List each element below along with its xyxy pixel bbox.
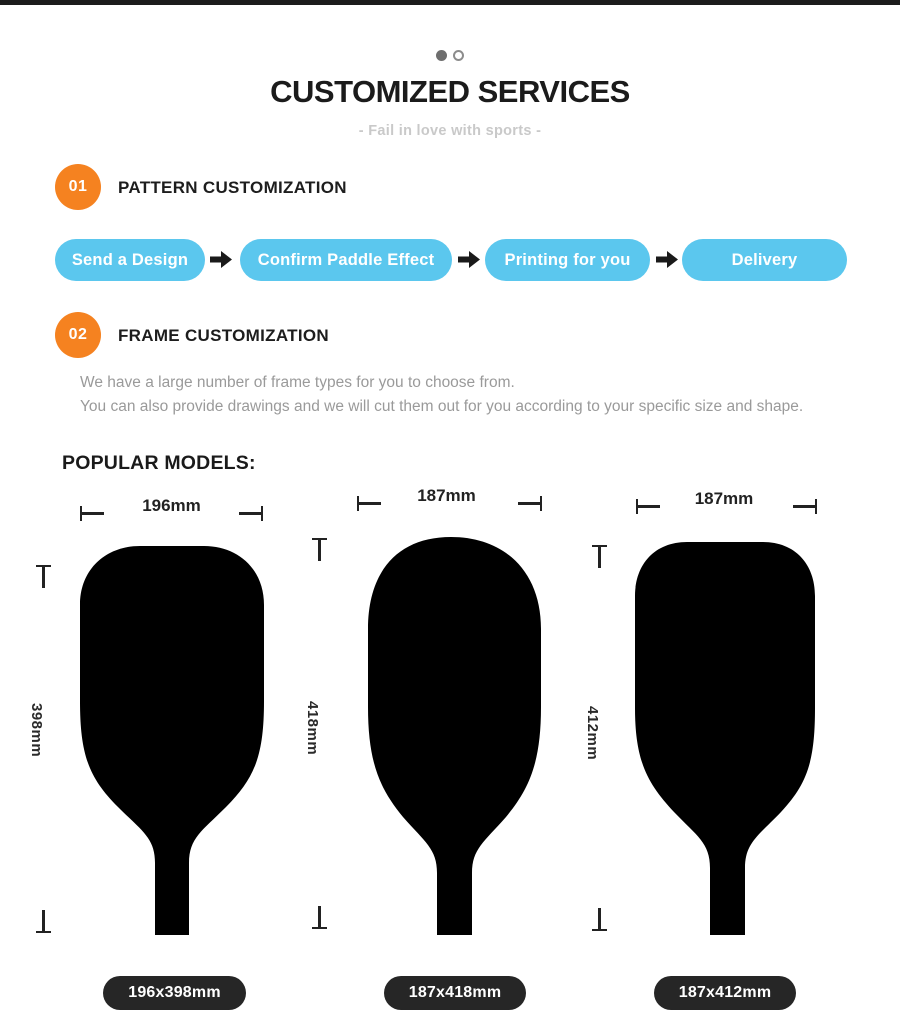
carousel-dot-inactive[interactable] [453,50,464,61]
dimension-tick-top-icon [36,565,51,588]
model-size-badge: 196x398mm [103,976,246,1010]
dimension-tick-right-icon [518,496,542,511]
step-pill-confirm-paddle-effect: Confirm Paddle Effect [240,239,452,281]
top-divider-bar [0,0,900,5]
model-size-badge: 187x412mm [654,976,796,1010]
dimension-tick-left-icon [636,499,660,514]
model-187x418 [300,486,580,1020]
page-subtitle: - Fail in love with sports - [358,123,542,139]
dimension-tick-bottom-icon [312,906,327,929]
section-number-badge-01: 01 [55,164,101,210]
model-187x412 [578,490,858,1020]
dimension-tick-top-icon [592,545,607,568]
section-number-badge-02: 02 [55,312,101,358]
section-title-frame-customization: FRAME CUSTOMIZATION [118,326,329,345]
model-width-label: 187mm [417,486,476,505]
step-pill-delivery: Delivery [682,239,847,281]
paddle-silhouette-187x412 [635,540,815,935]
step-pill-printing-for-you: Printing for you [485,239,650,281]
model-height-label: 412mm [584,705,601,761]
carousel-dot-active[interactable] [436,50,447,61]
dimension-tick-left-icon [357,496,381,511]
dimension-tick-left-icon [80,506,104,521]
arrow-right-icon [656,251,678,268]
step-pill-send-a-design: Send a Design [55,239,205,281]
pattern-steps-flow [0,238,900,281]
dimension-tick-top-icon [312,538,327,561]
model-width-label: 187mm [694,489,754,508]
model-196x398 [20,490,300,1020]
model-size-badge: 187x418mm [384,976,526,1010]
dimension-tick-bottom-icon [36,910,51,933]
popular-models-heading: POPULAR MODELS: [62,452,256,474]
arrow-right-icon [210,251,232,268]
frame-description-line-2: You can also provide drawings and we will cut them out for you according to your specific size and shape. [80,397,804,415]
page-title: CUSTOMIZED SERVICES [270,74,630,109]
model-width-label: 196mm [142,496,201,515]
arrow-right-icon [458,251,480,268]
paddle-silhouette-187x418 [360,537,542,935]
dimension-tick-right-icon [793,499,817,514]
frame-description-line-1: We have a large number of frame types for you to choose from. [80,374,515,391]
model-height-label: 398mm [28,702,45,758]
frame-customization-description [80,371,803,418]
section-title-pattern-customization: PATTERN CUSTOMIZATION [118,178,347,197]
model-height-label: 418mm [304,700,321,756]
carousel-dots [0,48,900,62]
paddle-silhouette-196x398 [80,543,264,935]
dimension-tick-bottom-icon [592,908,607,931]
dimension-tick-right-icon [239,506,263,521]
